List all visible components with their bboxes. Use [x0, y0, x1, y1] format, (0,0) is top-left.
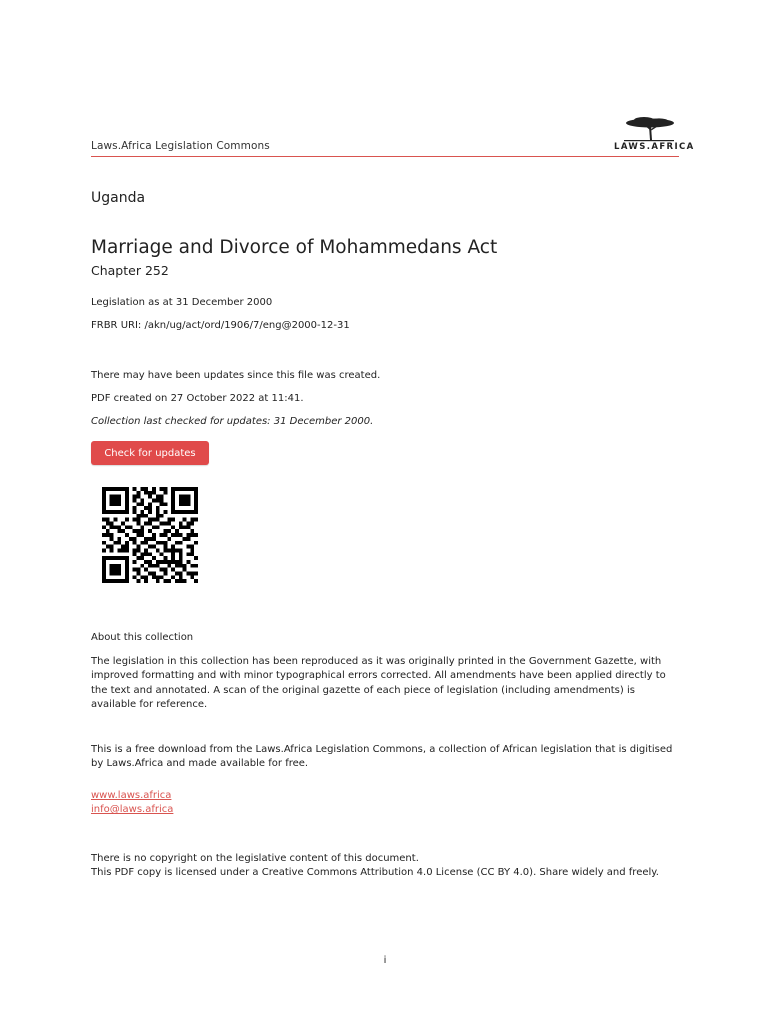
about-heading: About this collection [91, 632, 194, 643]
document-title: Marriage and Divorce of Mohammedans Act [91, 237, 498, 258]
about-body: The legislation in this collection has been reproduced as it was originally printed in the Government Gazette, with improved formatting and with minor typographical errors corrected. All amendments have been applied directly to the text and annotated. A scan of the original gazette of each piece of legislation (including amendments) is available for reference. [91, 656, 666, 710]
laws-africa-logo [614, 114, 695, 154]
pdf-created-date: PDF created on 27 October 2022 at 11:41. [91, 393, 304, 404]
license-notice: This PDF copy is licensed under a Creative Commons Attribution 4.0 License (CC BY 4.0). Share widely and freely. [91, 867, 659, 879]
frbr-uri: FRBR URI: /akn/ug/act/ord/1906/7/eng@2000-12-31 [91, 320, 350, 331]
copyright-notice: There is no copyright on the legislative content of this document. [91, 853, 419, 864]
collection-label: Laws.Africa Legislation Commons [91, 140, 270, 152]
legislation-date: Legislation as at 31 December 2000 [91, 297, 273, 308]
contact-links [91, 789, 681, 818]
acacia-tree-icon [614, 114, 682, 144]
check-for-updates-button[interactable]: Check for updates [91, 441, 209, 465]
page-number: i [383, 955, 387, 966]
logo-wordmark: LAWS.AFRICA [614, 142, 695, 152]
updates-notice: There may have been updates since this file was created. [91, 370, 381, 381]
last-checked-date: Collection last checked for updates: 31 December 2000. [91, 416, 374, 427]
header-divider [91, 156, 679, 157]
chapter-label: Chapter 252 [91, 263, 169, 278]
website-link[interactable]: www.laws.africa [91, 790, 172, 801]
free-download-text: This is a free download from the Laws.Africa Legislation Commons, a collection of African legislation that is digitised by Laws.Africa and made available for free. [91, 744, 673, 770]
qr-code[interactable] [100, 487, 200, 583]
email-link[interactable]: info@laws.africa [91, 804, 174, 816]
license-text [91, 852, 681, 881]
country-name: Uganda [91, 190, 146, 206]
